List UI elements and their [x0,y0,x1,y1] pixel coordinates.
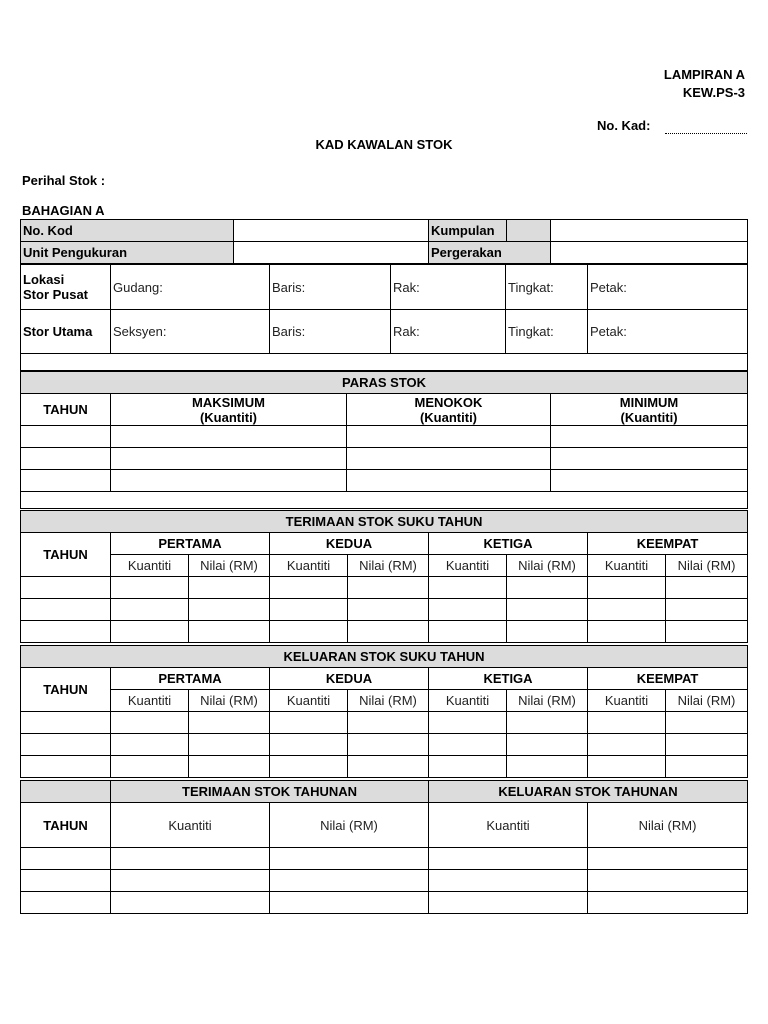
menokok-header [347,394,551,426]
table-cell[interactable] [348,599,429,621]
table-cell[interactable] [270,599,348,621]
table-cell[interactable] [551,448,748,470]
no-kad-label: No. Kad: [597,118,651,133]
table-cell[interactable] [429,756,507,778]
spacer-row [21,354,748,371]
minimum-header [551,394,748,426]
table-row [21,426,748,448]
table-cell[interactable] [270,712,348,734]
kuantiti-header: Kuantiti [429,690,507,712]
keluaran-nilai-header: Nilai (RM) [588,803,748,848]
table-cell[interactable] [347,448,551,470]
kuantiti-header: Kuantiti [429,555,507,577]
menokok-label: MENOKOK [414,394,483,410]
kuantiti-header: Kuantiti [111,555,189,577]
table-cell[interactable] [551,470,748,492]
table-cell[interactable] [21,621,111,643]
kuantiti-header: Kuantiti [588,690,666,712]
table-cell[interactable] [666,734,748,756]
table-cell[interactable] [111,870,270,892]
table-cell[interactable] [189,734,270,756]
table-cell[interactable] [429,599,507,621]
kuantiti-header: Kuantiti [270,690,348,712]
keluaran-tahunan-title: KELUARAN STOK TAHUNAN [429,781,748,803]
spacer-row [21,492,748,509]
table-cell[interactable] [111,426,347,448]
table-cell[interactable] [21,734,111,756]
table-cell[interactable] [21,448,111,470]
table-cell[interactable] [347,470,551,492]
stor-pusat-label: Stor Pusat [23,287,89,302]
petak-field-1[interactable]: Petak: [588,265,748,310]
terimaan-nilai-header: Nilai (RM) [270,803,429,848]
no-kad-field[interactable] [665,133,747,134]
maksimum-unit: (Kuantiti) [199,409,258,425]
table-cell[interactable] [189,756,270,778]
rak-field-2[interactable]: Rak: [391,310,506,354]
table-row [21,756,748,778]
table-cell[interactable] [666,599,748,621]
lampiran-label: LAMPIRAN A [663,67,745,82]
table-cell[interactable] [270,621,348,643]
terimaan-ketiga-header: KETIGA [429,533,588,555]
table-cell[interactable] [507,712,588,734]
terimaan-tahun-header: TAHUN [21,533,111,577]
minimum-unit: (Kuantiti) [620,409,678,425]
table-cell[interactable] [507,599,588,621]
kuantiti-header: Kuantiti [270,555,348,577]
table-cell[interactable] [507,577,588,599]
menokok-unit: (Kuantiti) [419,409,478,425]
table-row [21,621,748,643]
table-cell[interactable] [348,712,429,734]
paras-stok-table [20,371,748,509]
nilai-header: Nilai (RM) [507,555,588,577]
kumpulan-shade [507,220,551,242]
tahunan-table [20,780,748,914]
pergerakan-field[interactable] [551,242,748,264]
table-cell[interactable] [21,470,111,492]
table-cell[interactable] [270,892,429,914]
terimaan-suku-title: TERIMAAN STOK SUKU TAHUN [21,511,748,533]
table-cell[interactable] [348,621,429,643]
table-cell[interactable] [270,734,348,756]
table-cell[interactable] [588,734,666,756]
table-cell[interactable] [429,870,588,892]
table-cell[interactable] [21,870,111,892]
table-cell[interactable] [270,870,429,892]
nilai-header: Nilai (RM) [189,690,270,712]
table-cell[interactable] [111,470,347,492]
table-cell[interactable] [111,712,189,734]
table-cell[interactable] [189,621,270,643]
table-cell[interactable] [429,621,507,643]
table-cell[interactable] [111,577,189,599]
maksimum-header [111,394,347,426]
lokasi-label [21,265,111,310]
lokasi-line1: Lokasi [23,272,65,287]
paras-stok-title: PARAS STOK [21,372,748,394]
kumpulan-label: Kumpulan [429,220,507,242]
petak-field-2[interactable]: Petak: [588,310,748,354]
table-cell[interactable] [21,892,111,914]
unit-pengukuran-label: Unit Pengukuran [21,242,234,264]
table-cell[interactable] [429,712,507,734]
terimaan-kuantiti-header: Kuantiti [111,803,270,848]
keluaran-keempat-header: KEEMPAT [588,668,748,690]
table-cell[interactable] [111,734,189,756]
terimaan-tahunan-title: TERIMAAN STOK TAHUNAN [111,781,429,803]
table-cell[interactable] [666,712,748,734]
table-cell[interactable] [348,756,429,778]
terimaan-suku-table [20,510,748,643]
gudang-field[interactable]: Gudang: [111,265,270,310]
table-cell[interactable] [21,712,111,734]
terimaan-pertama-header: PERTAMA [111,533,270,555]
table-cell[interactable] [270,756,348,778]
table-cell[interactable] [270,577,348,599]
table-cell[interactable] [189,599,270,621]
table-row [21,712,748,734]
kew-code: KEW.PS-3 [682,85,745,100]
tingkat-field-2[interactable]: Tingkat: [506,310,588,354]
terimaan-keempat-header: KEEMPAT [588,533,748,555]
table-cell[interactable] [348,577,429,599]
no-kod-label: No. Kod [21,220,234,242]
keluaran-kuantiti-header: Kuantiti [429,803,588,848]
keluaran-suku-table [20,645,748,778]
table-cell[interactable] [429,577,507,599]
nilai-header: Nilai (RM) [348,690,429,712]
table-row [21,599,748,621]
table-cell[interactable] [507,756,588,778]
location-table [20,264,748,371]
unit-pengukuran-field[interactable] [234,242,429,264]
baris-field-2[interactable]: Baris: [270,310,391,354]
table-cell[interactable] [189,712,270,734]
table-cell[interactable] [588,848,748,870]
baris-field-1[interactable]: Baris: [270,265,391,310]
table-cell[interactable] [588,577,666,599]
no-kod-field[interactable] [234,220,429,242]
nilai-header: Nilai (RM) [666,555,748,577]
table-cell[interactable] [111,448,347,470]
tahunan-corner [21,781,111,803]
nilai-header: Nilai (RM) [666,690,748,712]
table-cell[interactable] [21,426,111,448]
tingkat-field-1[interactable]: Tingkat: [506,265,588,310]
table-cell[interactable] [551,426,748,448]
table-row [21,448,748,470]
table-row [21,870,748,892]
table-cell[interactable] [666,756,748,778]
perihal-stok-label: Perihal Stok : [22,173,106,188]
keluaran-ketiga-header: KETIGA [429,668,588,690]
tahunan-tahun-header: TAHUN [21,803,111,848]
table-cell[interactable] [21,848,111,870]
table-cell[interactable] [21,599,111,621]
table-cell[interactable] [111,892,270,914]
keluaran-pertama-header: PERTAMA [111,668,270,690]
table-cell[interactable] [21,577,111,599]
table-cell[interactable] [429,734,507,756]
table-cell[interactable] [347,426,551,448]
table-cell[interactable] [666,621,748,643]
table-cell[interactable] [111,848,270,870]
table-cell[interactable] [507,621,588,643]
table-cell[interactable] [111,756,189,778]
kumpulan-field[interactable] [551,220,748,242]
table-cell[interactable] [21,756,111,778]
paras-tahun-header: TAHUN [21,394,111,426]
table-row [21,892,748,914]
keluaran-tahun-header: TAHUN [21,668,111,712]
maksimum-label: MAKSIMUM [192,394,265,410]
keluaran-suku-title: KELUARAN STOK SUKU TAHUN [21,646,748,668]
table-row [21,577,748,599]
table-cell[interactable] [666,577,748,599]
seksyen-field[interactable]: Seksyen: [111,310,270,354]
table-row [21,734,748,756]
table-cell[interactable] [507,734,588,756]
table-cell[interactable] [270,848,429,870]
minimum-label: MINIMUM [619,394,679,410]
table-cell[interactable] [111,599,189,621]
table-cell[interactable] [588,870,748,892]
kuantiti-header: Kuantiti [588,555,666,577]
pergerakan-label: Pergerakan [429,242,551,264]
table-row [21,848,748,870]
stor-utama-label: Stor Utama [21,310,111,354]
table-cell[interactable] [429,892,588,914]
document-title: KAD KAWALAN STOK [315,137,453,152]
identification-table [20,219,748,264]
bahagian-a-label: BAHAGIAN A [22,203,105,218]
nilai-header: Nilai (RM) [348,555,429,577]
rak-field-1[interactable]: Rak: [391,265,506,310]
table-cell[interactable] [348,734,429,756]
table-cell[interactable] [588,712,666,734]
table-cell[interactable] [429,848,588,870]
table-cell[interactable] [588,756,666,778]
kuantiti-header: Kuantiti [111,690,189,712]
table-cell[interactable] [588,621,666,643]
nilai-header: Nilai (RM) [507,690,588,712]
table-cell[interactable] [588,892,748,914]
table-row [21,470,748,492]
keluaran-kedua-header: KEDUA [270,668,429,690]
terimaan-kedua-header: KEDUA [270,533,429,555]
table-cell[interactable] [111,621,189,643]
nilai-header: Nilai (RM) [189,555,270,577]
table-cell[interactable] [189,577,270,599]
table-cell[interactable] [588,599,666,621]
